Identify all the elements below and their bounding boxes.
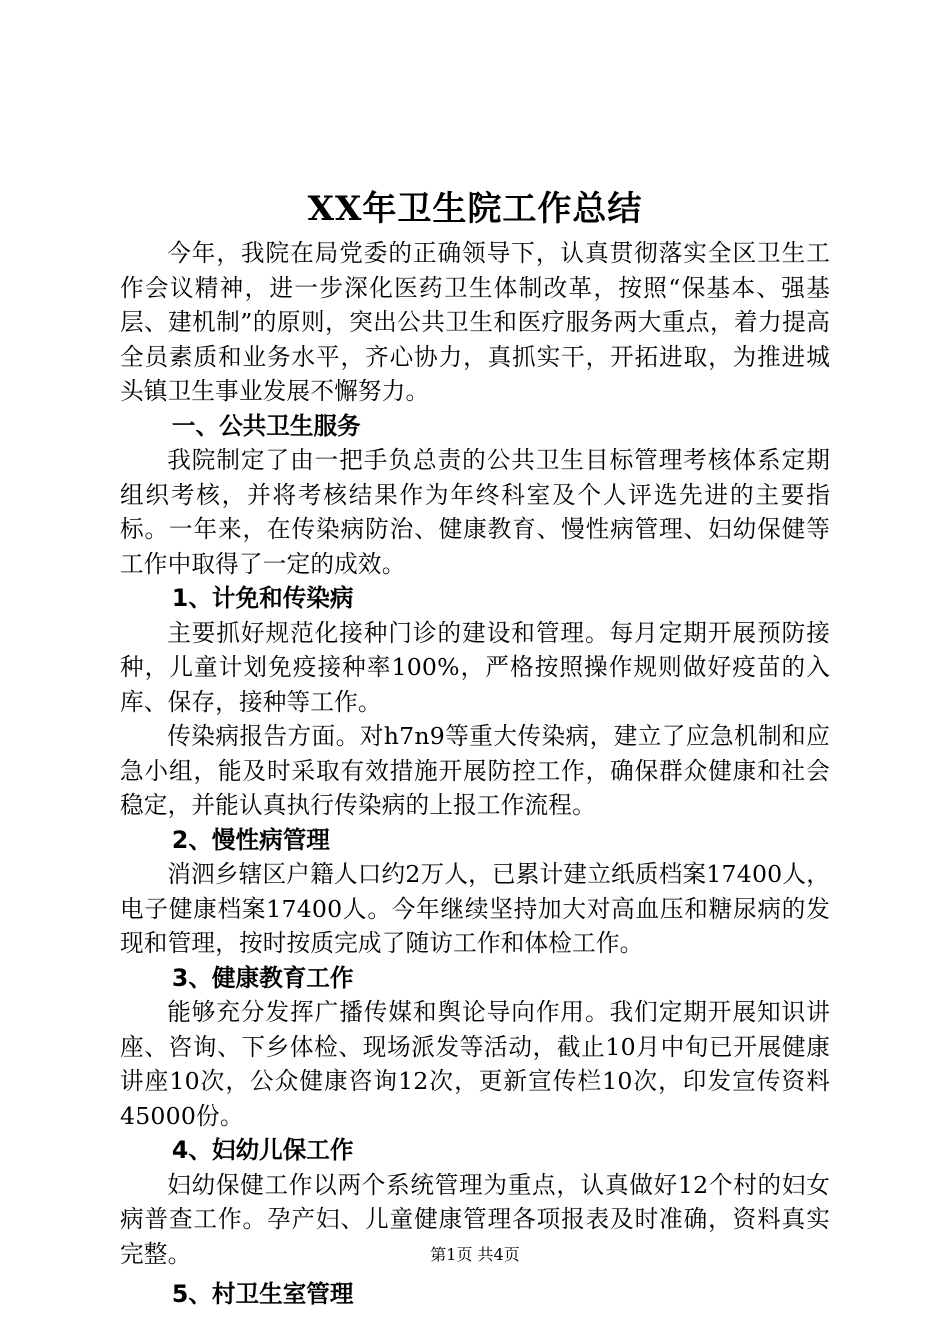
paragraph-maternal-child: 妇幼保健工作以两个系统管理为重点，认真做好12个村的妇女病普查工作。孕产妇、儿童健康管理各项报表及时准确，资料真实完整。 bbox=[120, 1170, 830, 1268]
paragraph-health-education: 能够充分发挥广播传媒和舆论导向作用。我们定期开展知识讲座、咨询、下乡体检、现场派发等活动，截止10月中旬已开展健康讲座10次，公众健康咨询12次，更新宣传栏10次，印发宣传资料45000份。 bbox=[120, 998, 830, 1130]
document-body bbox=[120, 186, 830, 1312]
subsection-heading-immunization: 1、计免和传染病 bbox=[171, 584, 354, 612]
document-title: XX年卫生院工作总结 bbox=[307, 189, 643, 229]
paragraph-chronic-disease: 消泗乡辖区户籍人口约2万人，已累计建立纸质档案17400人，电子健康档案17400人。今年继续坚持加大对高血压和糖尿病的发现和管理，按时按质完成了随访工作和体检工作。 bbox=[120, 860, 830, 957]
section-heading-public-health: 一、公共卫生服务 bbox=[171, 411, 361, 440]
paragraph-infectious-disease-report: 传染病报告方面。对h7n9等重大传染病，建立了应急机制和应急小组，能及时采取有效措施开展防控工作，确保群众健康和社会稳定，并能认真执行传染病的上报工作流程。 bbox=[120, 722, 830, 819]
paragraph-intro: 今年，我院在局党委的正确领导下，认真贯彻落实全区卫生工作会议精神，进一步深化医药卫生体制改革，按照“保基本、强基层、建机制”的原则，突出公共卫生和医疗服务两大重点，着力提高全员素质和业务水平，齐心协力，真抓实干，开拓进取，为推进城头镇卫生事业发展不懈努力。 bbox=[120, 239, 830, 405]
subsection-heading-chronic-disease: 2、慢性病管理 bbox=[171, 825, 330, 854]
paragraph-public-health: 我院制定了由一把手负总责的公共卫生目标管理考核体系定期组织考核，并将考核结果作为年终科室及个人评选先进的主要指标。一年来，在传染病防治、健康教育、慢性病管理、妇幼保健等工作中取得了一定的成效。 bbox=[120, 446, 830, 578]
page-footer: 第1页 共4页 bbox=[430, 1245, 520, 1264]
subsection-heading-health-education: 3、健康教育工作 bbox=[171, 963, 354, 992]
subsection-heading-village-clinic: 5、村卫生室管理 bbox=[171, 1280, 354, 1308]
subsection-heading-maternal-child: 4、妇幼儿保工作 bbox=[171, 1136, 354, 1164]
paragraph-immunization: 主要抓好规范化接种门诊的建设和管理。每月定期开展预防接种，儿童计划免疫接种率100%，严格按照操作规则做好疫苗的入库、保存，接种等工作。 bbox=[120, 618, 830, 716]
